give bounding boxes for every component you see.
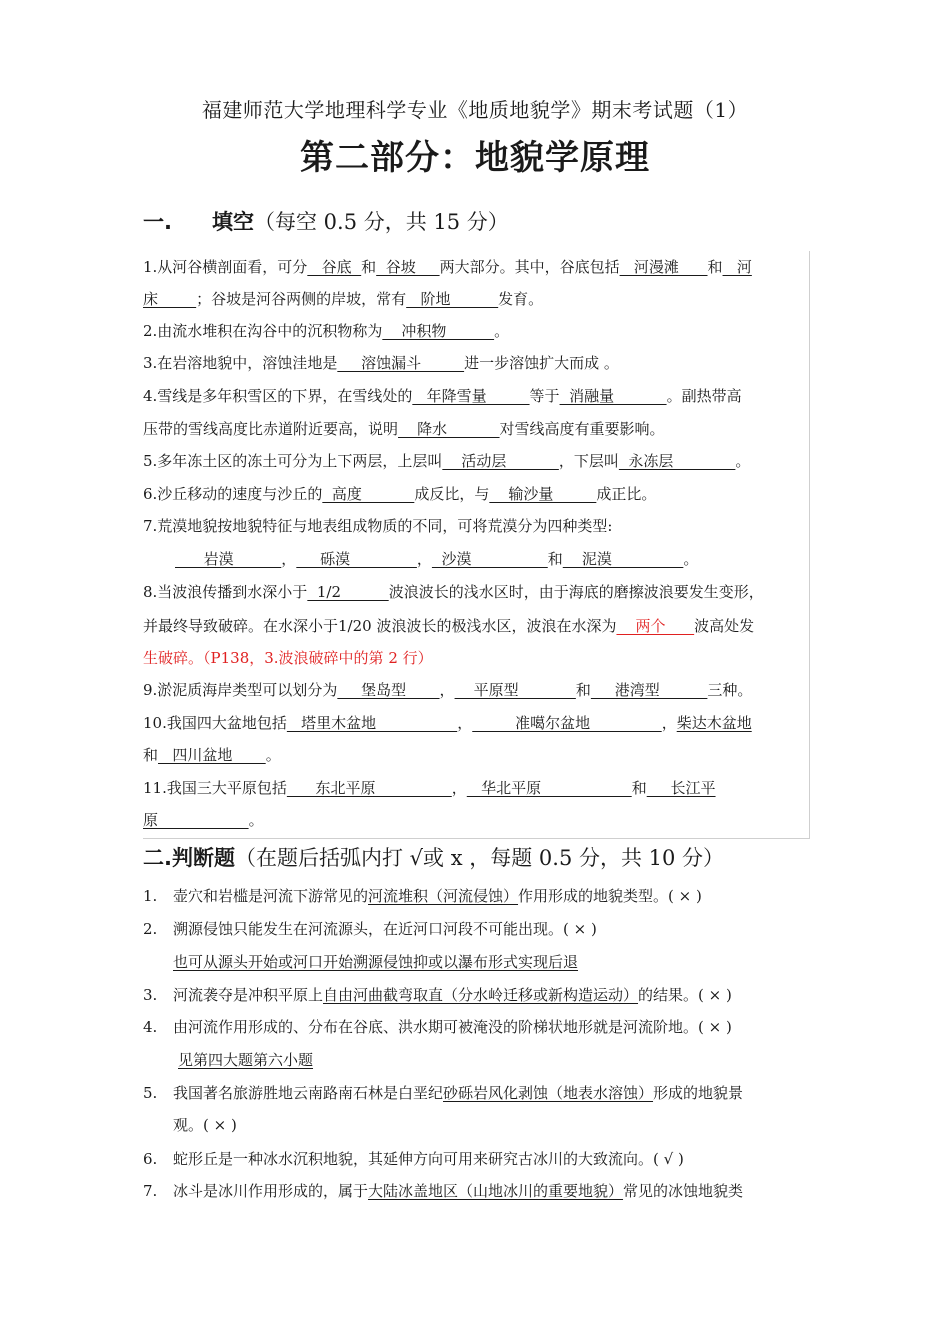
underlined-answer: 见第四大题第六小题 (178, 1051, 314, 1069)
fill-q2 (143, 321, 809, 341)
exam-header: 福建师范大学地理科学专业《地质地貌学》期末考试题（1） (201, 98, 749, 122)
text: 。 (494, 322, 510, 340)
text: 三种。 (707, 681, 753, 699)
answer-blank: 阶地 (406, 290, 499, 308)
judge-q4-explanation (178, 1050, 313, 1070)
judge-q3 (173, 985, 732, 1005)
text: 3.在岩溶地貌中，溶蚀洼地是 (143, 354, 338, 372)
fill-q7-cont (175, 549, 809, 569)
answer-blank: 1/2 (307, 583, 389, 601)
judge-q4 (173, 1017, 732, 1037)
text: 2.由流水堆积在沟谷中的沉积物称为 (143, 322, 383, 340)
text: 冰斗是冰川作用形成的，属于 (173, 1182, 369, 1200)
answer-blank: 床 (143, 290, 197, 308)
text: 两大部分。其中，谷底包括 (439, 258, 620, 276)
answer-blank: 高度 (322, 485, 415, 503)
question-number: 3. (143, 986, 158, 1004)
section1-number: 一. (143, 210, 172, 234)
fill-q11 (143, 778, 809, 798)
fill-q10 (143, 713, 809, 733)
text: 。 (265, 746, 281, 764)
text: 由河流作用形成的、分布在谷底、洪水期可被淹没的阶梯状地形就是河流阶地。( × ) (173, 1018, 732, 1036)
text: ， (281, 550, 297, 568)
answer-blank: 华北平原 (466, 779, 632, 797)
text: ；谷坡是河谷两侧的岸坡，常有 (196, 290, 407, 308)
fill-q7 (143, 516, 809, 536)
answer-blank: 东北平原 (286, 779, 452, 797)
question-number: 5. (143, 1084, 158, 1102)
answer-blank: 港湾型 (590, 681, 708, 699)
text: 和 (361, 258, 377, 276)
text: ， (457, 714, 473, 732)
text: 和 (631, 779, 647, 797)
text: 蛇形丘是一种冰水沉积地貌，其延伸方向可用来研究古冰川的大致流向。( √ ) (173, 1150, 684, 1168)
answer-blank: 溶蚀漏斗 (337, 354, 465, 372)
text: 。 (248, 811, 264, 829)
text: 我国著名旅游胜地云南路南石林是白垩纪 (173, 1084, 444, 1102)
text: 5.多年冻土区的冻土可分为上下两层，上层叫 (143, 452, 443, 470)
answer-blank: 河漫滩 (619, 258, 708, 276)
question-number: 4. (143, 1018, 158, 1036)
text: 观。( × ) (173, 1116, 237, 1134)
answer-blank: 谷坡 (376, 258, 440, 276)
fill-q4-cont (143, 419, 809, 439)
text: 9.淤泥质海岸类型可以划分为 (143, 681, 338, 699)
fill-q3 (143, 353, 809, 373)
text: 壶穴和岩槛是河流下游常见的 (173, 887, 369, 905)
section2-title: 二.判断题 (143, 846, 235, 870)
answer-blank: 谷底 (307, 258, 362, 276)
answer-blank: 沙漠 (431, 550, 548, 568)
answer-blank: 降水 (398, 420, 500, 438)
section2-note: （在题后括弧内打 √或 x ，每题 0.5 分，共 10 分） (234, 846, 725, 870)
answer-blank: 冲积物 (382, 322, 495, 340)
text: 并最终导致破碎。在水深小于1/20 波浪波长的极浅水区，波浪在水深为 (143, 617, 617, 635)
underlined-answer: 也可从源头开始或河口开始溯源侵蚀抑或以瀑布形式实现后退 (173, 953, 579, 971)
text: 11.我国三大平原包括 (143, 779, 287, 797)
answer-blank: 河 (722, 258, 752, 276)
answer-blank: 堡岛型 (337, 681, 440, 699)
text: ， (416, 550, 432, 568)
page-title: 第二部分：地貌学原理 (300, 138, 650, 178)
answer-blank: 原 (143, 811, 249, 829)
text: 7.荒漠地貌按地貌特征与地表组成物质的不同，可将荒漠分为四种类型: (143, 517, 613, 535)
text: ， (439, 681, 455, 699)
text: ， (451, 779, 467, 797)
text: 和 (707, 258, 723, 276)
answer-blank: 输沙量 (489, 485, 597, 503)
answer-blank: 消融量 (559, 387, 667, 405)
answer-blank: 年降雪量 (412, 387, 530, 405)
answer-blank: 永冻层 (618, 452, 736, 470)
text: 生破碎。 (143, 649, 204, 667)
text: ， (661, 714, 677, 732)
text: ，下层叫 (558, 452, 619, 470)
text: 溯源侵蚀只能发生在河流源头，在近河口河段不可能出现。( × ) (173, 920, 597, 938)
underlined-answer: 自由河曲截弯取直（分水岭迁移或新构造运动） (323, 986, 639, 1004)
text: 成反比，与 (414, 485, 490, 503)
underlined-answer: 大陆冰盖地区（山地冰川的重要地貌） (368, 1182, 624, 1200)
judge-q6 (173, 1149, 684, 1169)
judge-q5 (173, 1083, 743, 1103)
text: 和 (575, 681, 591, 699)
text: 8.当波浪传播到水深小于 (143, 583, 308, 601)
text: 和 (547, 550, 563, 568)
fill-q1-cont (143, 289, 809, 309)
question-number: 7. (143, 1182, 158, 1200)
answer-blank: 泥漠 (562, 550, 684, 568)
fill-q5 (143, 451, 809, 471)
text: 对雪线高度有重要影响。 (499, 420, 665, 438)
fill-q10-cont (143, 745, 809, 765)
answer-blank: 四川盆地 (158, 746, 266, 764)
text: 成正比。 (596, 485, 657, 503)
text: 。副热带高 (666, 387, 742, 405)
question-number: 6. (143, 1150, 158, 1168)
text: 等于 (529, 387, 560, 405)
text: 波浪波长的浅水区时，由于海底的磨擦波浪要发生变形， (388, 583, 764, 601)
text: 压带的雪线高度比赤道附近要高，说明 (143, 420, 399, 438)
answer-blank: 准噶尔盆地 (472, 714, 662, 732)
question-number: 1. (143, 887, 158, 905)
text: 常见的冰蚀地貌类 (623, 1182, 744, 1200)
fill-q11-cont (143, 810, 809, 830)
answer-blank: 活动层 (442, 452, 559, 470)
section1-note: （每空 0.5 分，共 15 分） (253, 210, 509, 234)
text: 形成的地貌景 (653, 1084, 744, 1102)
text: 6.沙丘移动的速度与沙丘的 (143, 485, 323, 503)
text: 。 (683, 550, 699, 568)
section1-title: 填空 (211, 210, 254, 234)
fill-q8-cont2 (143, 648, 809, 668)
text: 波高处发 (694, 617, 755, 635)
text: 的结果。( × ) (638, 986, 732, 1004)
judge-q5-cont (173, 1115, 237, 1135)
fill-q8 (143, 582, 809, 602)
judge-q7 (173, 1181, 743, 1201)
fill-q4 (143, 386, 809, 406)
text: 作用形成的地貌类型。( × ) (518, 887, 702, 905)
text: 10.我国四大盆地包括 (143, 714, 287, 732)
judge-q1 (173, 886, 702, 906)
question-number: 2. (143, 920, 158, 938)
text: 和 (143, 746, 159, 764)
text: 。 (735, 452, 751, 470)
text: 河流袭夺是冲积平原上 (173, 986, 324, 1004)
answer-blank: 长江平 (646, 779, 716, 797)
judge-q2-explanation (173, 952, 578, 972)
answer-blank: 塔里木盆地 (286, 714, 458, 732)
answer-blank: 柴达木盆地 (676, 714, 752, 732)
text: 4.雪线是多年积雪区的下界，在雪线处的 (143, 387, 413, 405)
fill-q8-cont (143, 616, 809, 636)
section2-heading (143, 842, 724, 872)
fill-q6 (143, 484, 809, 504)
text: 1.从河谷横剖面看，可分 (143, 258, 308, 276)
underlined-answer: 河流堆积（河流侵蚀） (368, 887, 519, 905)
answer-blank: 岩漠 (175, 550, 282, 568)
fill-q1 (143, 257, 809, 277)
page-reference-note: （P138，3.波浪破碎中的第 2 行） (203, 649, 433, 667)
answer-blank: 平原型 (454, 681, 576, 699)
text: 发育。 (498, 290, 544, 308)
fill-q9 (143, 680, 809, 700)
text: 进一步溶蚀扩大而成 。 (464, 354, 619, 372)
underlined-answer: 砂砾岩风化剥蚀（地表水溶蚀） (443, 1084, 654, 1102)
section1-heading (143, 206, 509, 236)
answer-blank: 两个 (616, 617, 695, 635)
answer-blank: 砾漠 (296, 550, 417, 568)
judge-q2 (173, 919, 597, 939)
